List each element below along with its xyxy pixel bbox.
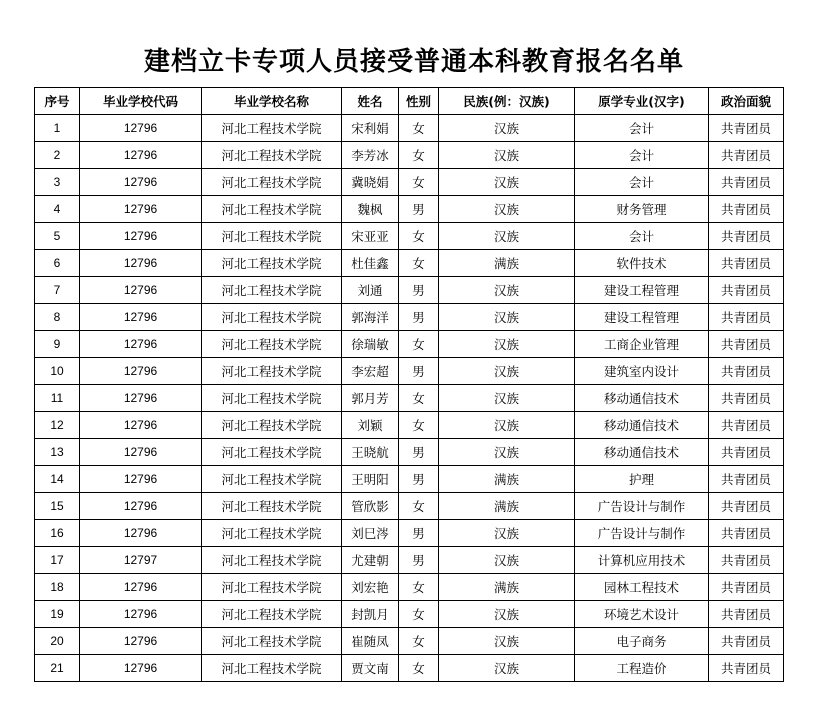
cell-school-name: 河北工程技术学院 xyxy=(202,223,342,250)
cell-political-status: 共青团员 xyxy=(709,547,784,574)
cell-political-status: 共青团员 xyxy=(709,601,784,628)
cell-name: 刘宏艳 xyxy=(342,574,399,601)
cell-school-code: 12796 xyxy=(80,493,202,520)
cell-gender: 女 xyxy=(399,628,439,655)
cell-name: 管欣影 xyxy=(342,493,399,520)
cell-gender: 男 xyxy=(399,547,439,574)
table-row xyxy=(35,304,784,331)
cell-school-code: 12797 xyxy=(80,547,202,574)
table-row xyxy=(35,358,784,385)
header-ethnicity: 民族(例：汉族) xyxy=(439,88,575,115)
cell-ethnicity: 汉族 xyxy=(439,331,575,358)
cell-political-status: 共青团员 xyxy=(709,412,784,439)
cell-school-name: 河北工程技术学院 xyxy=(202,304,342,331)
table-row xyxy=(35,142,784,169)
cell-ethnicity: 汉族 xyxy=(439,169,575,196)
cell-ethnicity: 汉族 xyxy=(439,628,575,655)
cell-ethnicity: 满族 xyxy=(439,493,575,520)
cell-political-status: 共青团员 xyxy=(709,223,784,250)
cell-index: 18 xyxy=(35,574,80,601)
cell-major: 移动通信技术 xyxy=(575,385,709,412)
cell-name: 李宏超 xyxy=(342,358,399,385)
page-title: 建档立卡专项人员接受普通本科教育报名名单 xyxy=(143,47,684,77)
cell-ethnicity: 汉族 xyxy=(439,601,575,628)
cell-school-name: 河北工程技术学院 xyxy=(202,466,342,493)
table-row xyxy=(35,547,784,574)
table-row xyxy=(35,196,784,223)
cell-school-name: 河北工程技术学院 xyxy=(202,601,342,628)
cell-school-code: 12796 xyxy=(80,520,202,547)
cell-political-status: 共青团员 xyxy=(709,331,784,358)
cell-index: 20 xyxy=(35,628,80,655)
cell-gender: 男 xyxy=(399,358,439,385)
cell-ethnicity: 汉族 xyxy=(439,412,575,439)
cell-major: 广告设计与制作 xyxy=(575,520,709,547)
cell-name: 刘通 xyxy=(342,277,399,304)
cell-political-status: 共青团员 xyxy=(709,142,784,169)
cell-political-status: 共青团员 xyxy=(709,439,784,466)
table-row xyxy=(35,466,784,493)
cell-school-code: 12796 xyxy=(80,385,202,412)
cell-political-status: 共青团员 xyxy=(709,385,784,412)
cell-school-code: 12796 xyxy=(80,142,202,169)
cell-political-status: 共青团员 xyxy=(709,169,784,196)
roster-table xyxy=(34,87,784,682)
cell-school-code: 12796 xyxy=(80,250,202,277)
cell-name: 徐瑞敏 xyxy=(342,331,399,358)
cell-school-name: 河北工程技术学院 xyxy=(202,358,342,385)
cell-name: 王明阳 xyxy=(342,466,399,493)
cell-political-status: 共青团员 xyxy=(709,493,784,520)
cell-name: 宋利娟 xyxy=(342,115,399,142)
cell-ethnicity: 汉族 xyxy=(439,439,575,466)
cell-school-code: 12796 xyxy=(80,223,202,250)
cell-school-code: 12796 xyxy=(80,358,202,385)
table-row xyxy=(35,493,784,520)
cell-major: 建设工程管理 xyxy=(575,304,709,331)
cell-major: 会计 xyxy=(575,223,709,250)
cell-index: 19 xyxy=(35,601,80,628)
cell-school-name: 河北工程技术学院 xyxy=(202,196,342,223)
cell-political-status: 共青团员 xyxy=(709,628,784,655)
cell-index: 10 xyxy=(35,358,80,385)
cell-gender: 女 xyxy=(399,250,439,277)
cell-name: 魏枫 xyxy=(342,196,399,223)
cell-gender: 男 xyxy=(399,466,439,493)
cell-index: 1 xyxy=(35,115,80,142)
cell-school-name: 河北工程技术学院 xyxy=(202,439,342,466)
cell-political-status: 共青团员 xyxy=(709,655,784,682)
table-row xyxy=(35,277,784,304)
cell-school-name: 河北工程技术学院 xyxy=(202,574,342,601)
cell-major: 会计 xyxy=(575,169,709,196)
header-row xyxy=(35,88,784,115)
cell-political-status: 共青团员 xyxy=(709,574,784,601)
cell-school-name: 河北工程技术学院 xyxy=(202,412,342,439)
header-school-code: 毕业学校代码 xyxy=(80,88,202,115)
cell-ethnicity: 汉族 xyxy=(439,358,575,385)
cell-school-code: 12796 xyxy=(80,277,202,304)
header-school-name: 毕业学校名称 xyxy=(202,88,342,115)
cell-gender: 男 xyxy=(399,277,439,304)
cell-gender: 女 xyxy=(399,574,439,601)
table-row xyxy=(35,115,784,142)
cell-major: 移动通信技术 xyxy=(575,439,709,466)
cell-major: 电子商务 xyxy=(575,628,709,655)
cell-name: 尤建朝 xyxy=(342,547,399,574)
table-row xyxy=(35,169,784,196)
table-row xyxy=(35,520,784,547)
cell-school-name: 河北工程技术学院 xyxy=(202,250,342,277)
cell-name: 刘颖 xyxy=(342,412,399,439)
cell-school-code: 12796 xyxy=(80,466,202,493)
cell-school-code: 12796 xyxy=(80,304,202,331)
cell-gender: 女 xyxy=(399,601,439,628)
cell-gender: 女 xyxy=(399,331,439,358)
table-row xyxy=(35,385,784,412)
cell-major: 环境艺术设计 xyxy=(575,601,709,628)
cell-gender: 男 xyxy=(399,304,439,331)
cell-school-code: 12796 xyxy=(80,655,202,682)
cell-major: 护理 xyxy=(575,466,709,493)
cell-gender: 女 xyxy=(399,412,439,439)
cell-index: 12 xyxy=(35,412,80,439)
cell-major: 工程造价 xyxy=(575,655,709,682)
cell-name: 王晓航 xyxy=(342,439,399,466)
cell-major: 工商企业管理 xyxy=(575,331,709,358)
cell-index: 6 xyxy=(35,250,80,277)
table-row xyxy=(35,601,784,628)
table-row xyxy=(35,439,784,466)
cell-ethnicity: 汉族 xyxy=(439,655,575,682)
cell-school-name: 河北工程技术学院 xyxy=(202,142,342,169)
cell-school-code: 12796 xyxy=(80,601,202,628)
table-row xyxy=(35,331,784,358)
header-gender: 性别 xyxy=(399,88,439,115)
cell-name: 冀晓娟 xyxy=(342,169,399,196)
cell-ethnicity: 汉族 xyxy=(439,223,575,250)
cell-school-code: 12796 xyxy=(80,196,202,223)
cell-index: 15 xyxy=(35,493,80,520)
cell-school-code: 12796 xyxy=(80,439,202,466)
cell-school-code: 12796 xyxy=(80,169,202,196)
cell-school-code: 12796 xyxy=(80,331,202,358)
table-row xyxy=(35,655,784,682)
cell-ethnicity: 汉族 xyxy=(439,142,575,169)
cell-gender: 女 xyxy=(399,385,439,412)
cell-index: 5 xyxy=(35,223,80,250)
cell-political-status: 共青团员 xyxy=(709,304,784,331)
cell-school-name: 河北工程技术学院 xyxy=(202,385,342,412)
cell-index: 3 xyxy=(35,169,80,196)
cell-name: 李芳冰 xyxy=(342,142,399,169)
cell-major: 园林工程技术 xyxy=(575,574,709,601)
cell-ethnicity: 汉族 xyxy=(439,115,575,142)
cell-gender: 女 xyxy=(399,223,439,250)
cell-school-name: 河北工程技术学院 xyxy=(202,655,342,682)
cell-school-name: 河北工程技术学院 xyxy=(202,115,342,142)
cell-ethnicity: 满族 xyxy=(439,466,575,493)
cell-name: 贾文南 xyxy=(342,655,399,682)
cell-major: 会计 xyxy=(575,115,709,142)
cell-school-name: 河北工程技术学院 xyxy=(202,493,342,520)
cell-ethnicity: 汉族 xyxy=(439,196,575,223)
cell-name: 杜佳鑫 xyxy=(342,250,399,277)
cell-gender: 男 xyxy=(399,439,439,466)
cell-ethnicity: 汉族 xyxy=(439,385,575,412)
cell-ethnicity: 满族 xyxy=(439,250,575,277)
cell-index: 17 xyxy=(35,547,80,574)
cell-ethnicity: 汉族 xyxy=(439,304,575,331)
table-row xyxy=(35,574,784,601)
cell-index: 8 xyxy=(35,304,80,331)
cell-gender: 女 xyxy=(399,115,439,142)
cell-ethnicity: 汉族 xyxy=(439,520,575,547)
cell-gender: 男 xyxy=(399,520,439,547)
cell-ethnicity: 满族 xyxy=(439,574,575,601)
cell-index: 9 xyxy=(35,331,80,358)
cell-major: 广告设计与制作 xyxy=(575,493,709,520)
cell-school-code: 12796 xyxy=(80,412,202,439)
cell-major: 软件技术 xyxy=(575,250,709,277)
table-row xyxy=(35,250,784,277)
cell-school-name: 河北工程技术学院 xyxy=(202,547,342,574)
cell-major: 计算机应用技术 xyxy=(575,547,709,574)
header-major: 原学专业(汉字) xyxy=(575,88,709,115)
header-name: 姓名 xyxy=(342,88,399,115)
cell-school-name: 河北工程技术学院 xyxy=(202,331,342,358)
cell-name: 郭月芳 xyxy=(342,385,399,412)
cell-major: 会计 xyxy=(575,142,709,169)
cell-school-name: 河北工程技术学院 xyxy=(202,520,342,547)
cell-school-code: 12796 xyxy=(80,115,202,142)
cell-index: 16 xyxy=(35,520,80,547)
cell-major: 建筑室内设计 xyxy=(575,358,709,385)
cell-major: 移动通信技术 xyxy=(575,412,709,439)
cell-political-status: 共青团员 xyxy=(709,520,784,547)
cell-index: 7 xyxy=(35,277,80,304)
cell-political-status: 共青团员 xyxy=(709,196,784,223)
table-row xyxy=(35,223,784,250)
cell-name: 郭海洋 xyxy=(342,304,399,331)
cell-gender: 女 xyxy=(399,169,439,196)
cell-school-code: 12796 xyxy=(80,628,202,655)
table-row xyxy=(35,412,784,439)
cell-name: 崔随凤 xyxy=(342,628,399,655)
cell-major: 建设工程管理 xyxy=(575,277,709,304)
cell-index: 14 xyxy=(35,466,80,493)
cell-index: 13 xyxy=(35,439,80,466)
cell-index: 4 xyxy=(35,196,80,223)
cell-political-status: 共青团员 xyxy=(709,358,784,385)
cell-gender: 女 xyxy=(399,493,439,520)
cell-gender: 女 xyxy=(399,142,439,169)
cell-political-status: 共青团员 xyxy=(709,277,784,304)
header-index: 序号 xyxy=(35,88,80,115)
cell-political-status: 共青团员 xyxy=(709,466,784,493)
cell-gender: 女 xyxy=(399,655,439,682)
cell-political-status: 共青团员 xyxy=(709,250,784,277)
cell-ethnicity: 汉族 xyxy=(439,547,575,574)
cell-major: 财务管理 xyxy=(575,196,709,223)
cell-school-name: 河北工程技术学院 xyxy=(202,169,342,196)
cell-school-name: 河北工程技术学院 xyxy=(202,628,342,655)
cell-index: 21 xyxy=(35,655,80,682)
cell-ethnicity: 汉族 xyxy=(439,277,575,304)
cell-index: 11 xyxy=(35,385,80,412)
cell-gender: 男 xyxy=(399,196,439,223)
cell-school-code: 12796 xyxy=(80,574,202,601)
cell-name: 封凯月 xyxy=(342,601,399,628)
cell-school-name: 河北工程技术学院 xyxy=(202,277,342,304)
table-row xyxy=(35,628,784,655)
header-political-status: 政治面貌 xyxy=(709,88,784,115)
cell-name: 宋亚亚 xyxy=(342,223,399,250)
cell-name: 刘巳涔 xyxy=(342,520,399,547)
cell-index: 2 xyxy=(35,142,80,169)
cell-political-status: 共青团员 xyxy=(709,115,784,142)
